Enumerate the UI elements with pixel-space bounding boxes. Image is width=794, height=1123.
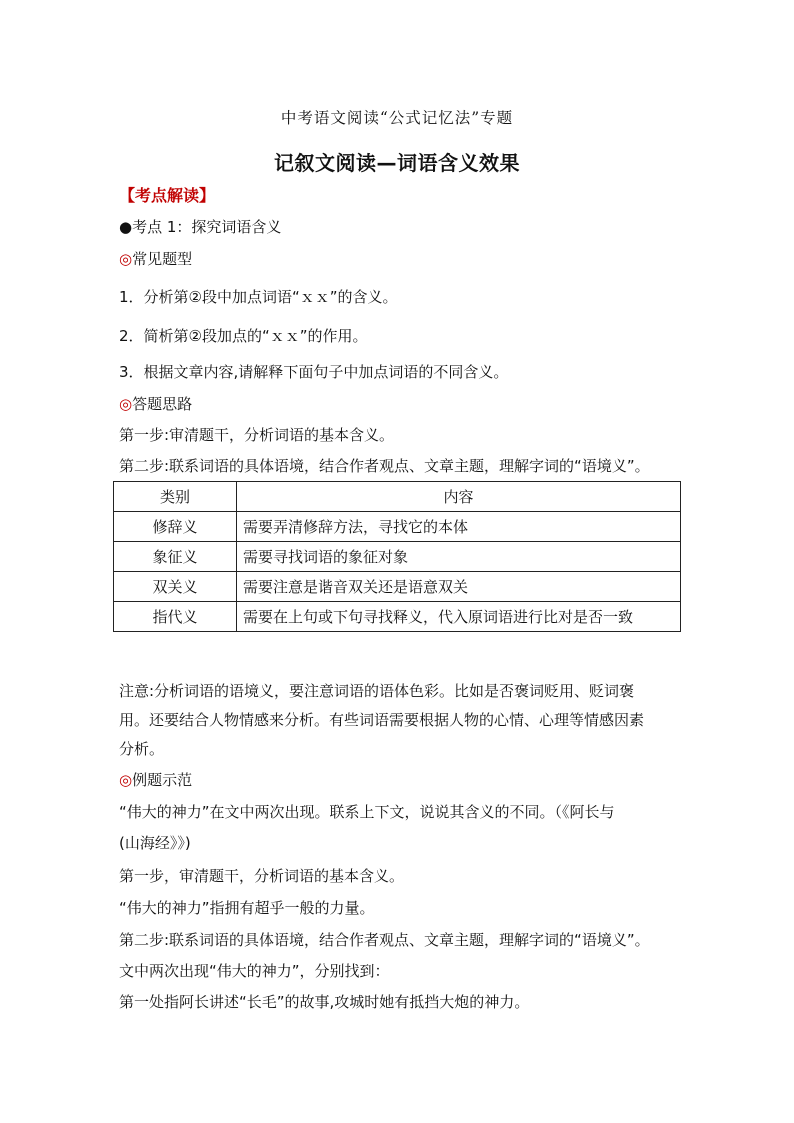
question-1: 1．分析第②段中加点词语“ｘｘ”的含义。 (119, 288, 398, 306)
example-question-line-1: “伟大的神力”在文中两次出现。联系上下文，说说其含义的不同。（《阿长与 (119, 803, 615, 821)
table-header-content: 内容 (237, 482, 681, 512)
section-heading: 【考点解读】 (119, 186, 216, 205)
note-line-3: 分析。 (119, 740, 165, 758)
example-context: 文中两次出现“伟大的神力”，分别找到： (119, 962, 390, 980)
example-basic-meaning: “伟大的神力”指拥有超乎一般的力量。 (119, 899, 375, 917)
example-question-line-2: (山海经》》) (119, 834, 191, 852)
table-cell-content: 需要弄清修辞方法，寻找它的本体 (237, 512, 681, 542)
table-row (114, 512, 681, 542)
page-subtitle: 中考语文阅读“公式记忆法”专题 (280, 109, 514, 127)
table-row (114, 542, 681, 572)
example-first-occurrence: 第一处指阿长讲述“长毛”的故事,攻城时她有抵挡大炮的神力。 (119, 993, 530, 1011)
table-cell-content: 需要注意是谐音双关还是语意双关 (237, 572, 681, 602)
table-cell-category: 指代义 (114, 602, 237, 632)
double-circle-icon: ◎ (119, 250, 133, 268)
double-circle-icon: ◎ (119, 771, 133, 789)
step-1: 第一步:审清题干，分析词语的基本含义。 (119, 426, 395, 444)
table-row (114, 602, 681, 632)
step-2: 第二步:联系词语的具体语境，结合作者观点、文章主题，理解字词的“语境义”。 (119, 457, 650, 475)
example-step-2: 第二步:联系词语的具体语境，结合作者观点、文章主题，理解字词的“语境义”。 (119, 931, 650, 949)
common-types-label: 常见题型 (132, 250, 193, 268)
meaning-types-table (113, 481, 681, 632)
example-label: 例题示范 (132, 771, 193, 789)
note-line-1: 注意:分析词语的语境义，要注意词语的语体色彩。比如是否褒词贬用、贬词褒 (119, 682, 635, 700)
example-step-1: 第一步，审清题干，分析词语的基本含义。 (119, 867, 405, 885)
table-row (114, 572, 681, 602)
question-3: 3．根据文章内容,请解释下面句子中加点词语的不同含义。 (119, 363, 509, 381)
table-cell-content: 需要寻找词语的象征对象 (237, 542, 681, 572)
table-header-row (114, 482, 681, 512)
common-types-heading (119, 249, 192, 269)
table-cell-content: 需要在上句或下句寻找释义，代入原词语进行比对是否一致 (237, 602, 681, 632)
approach-label: 答题思路 (132, 395, 193, 413)
point-1: ●考点 1：探究词语含义 (119, 218, 282, 236)
table-cell-category: 象征义 (114, 542, 237, 572)
table-cell-category: 修辞义 (114, 512, 237, 542)
note-line-2: 用。还要结合人物情感来分析。有些词语需要根据人物的心情、心理等情感因素 (119, 711, 645, 729)
double-circle-icon: ◎ (119, 395, 133, 413)
example-heading (119, 770, 192, 790)
approach-heading (119, 394, 192, 414)
table-header-category: 类别 (114, 482, 237, 512)
table-cell-category: 双关义 (114, 572, 237, 602)
question-2: 2．简析第②段加点的“ｘｘ”的作用。 (119, 327, 368, 345)
note-paragraph (119, 677, 687, 764)
page-title: 记叙文阅读—词语含义效果 (274, 151, 520, 175)
